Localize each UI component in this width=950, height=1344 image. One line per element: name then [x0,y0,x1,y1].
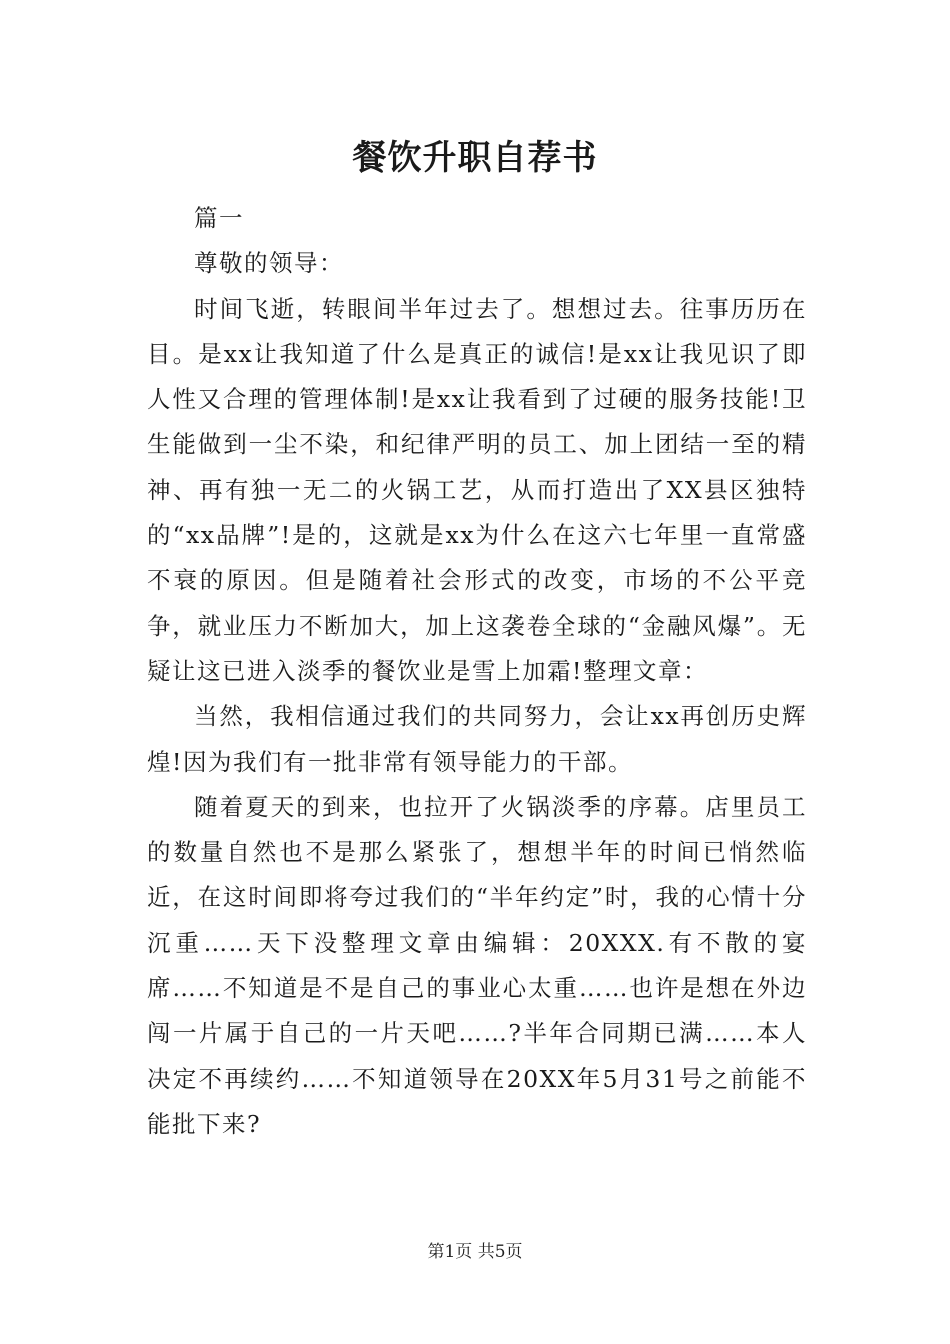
document-title: 餐饮升职自荐书 [352,138,598,178]
body-paragraph: 时间飞逝，转眼间半年过去了。想想过去。往事历历在目。是xx让我知道了什么是真正的诚信!是xx让我见识了即人性又合理的管理体制!是xx让我看到了过硬的服务技能!卫生能做到一尘不染，和纪律严明的员工、加上团结一至的精神、再有独一无二的火锅工艺，从而打造出了XX县区独特的“xx品牌”!是的，这就是xx为什么在这六七年里一直常盛不衰的原因。但是随着社会形式的改变，市场的不公平竞争，就业压力不断加大，加上这袭卷全球的“金融风爆”。无疑让这已进入淡季的餐饮业是雪上加霜!整理文章： [147,294,807,685]
body-paragraph: 当然，我相信通过我们的共同努力，会让xx再创历史辉煌!因为我们有一批非常有领导能力的干部。 [147,702,807,776]
section-heading: 篇一 [194,204,244,232]
document-body [147,196,807,1147]
body-paragraph: 随着夏天的到来，也拉开了火锅淡季的序幕。店里员工的数量自然也不是那么紧张了，想想半年的时间已悄然临近，在这时间即将夸过我们的“半年约定”时，我的心情十分沉重……天下没整理文章由编辑：20XXX.有不散的宴席……不知道是不是自己的事业心太重……也许是想在外边闯一片属于自己的一片天吧……?半年合同期已满……本人决定不再续约……不知道领导在20XX年5月31号之前能不能批下来? [147,792,807,1138]
salutation: 尊敬的领导： [194,249,344,278]
page-footer: 第1页 共5页 [427,1242,523,1262]
